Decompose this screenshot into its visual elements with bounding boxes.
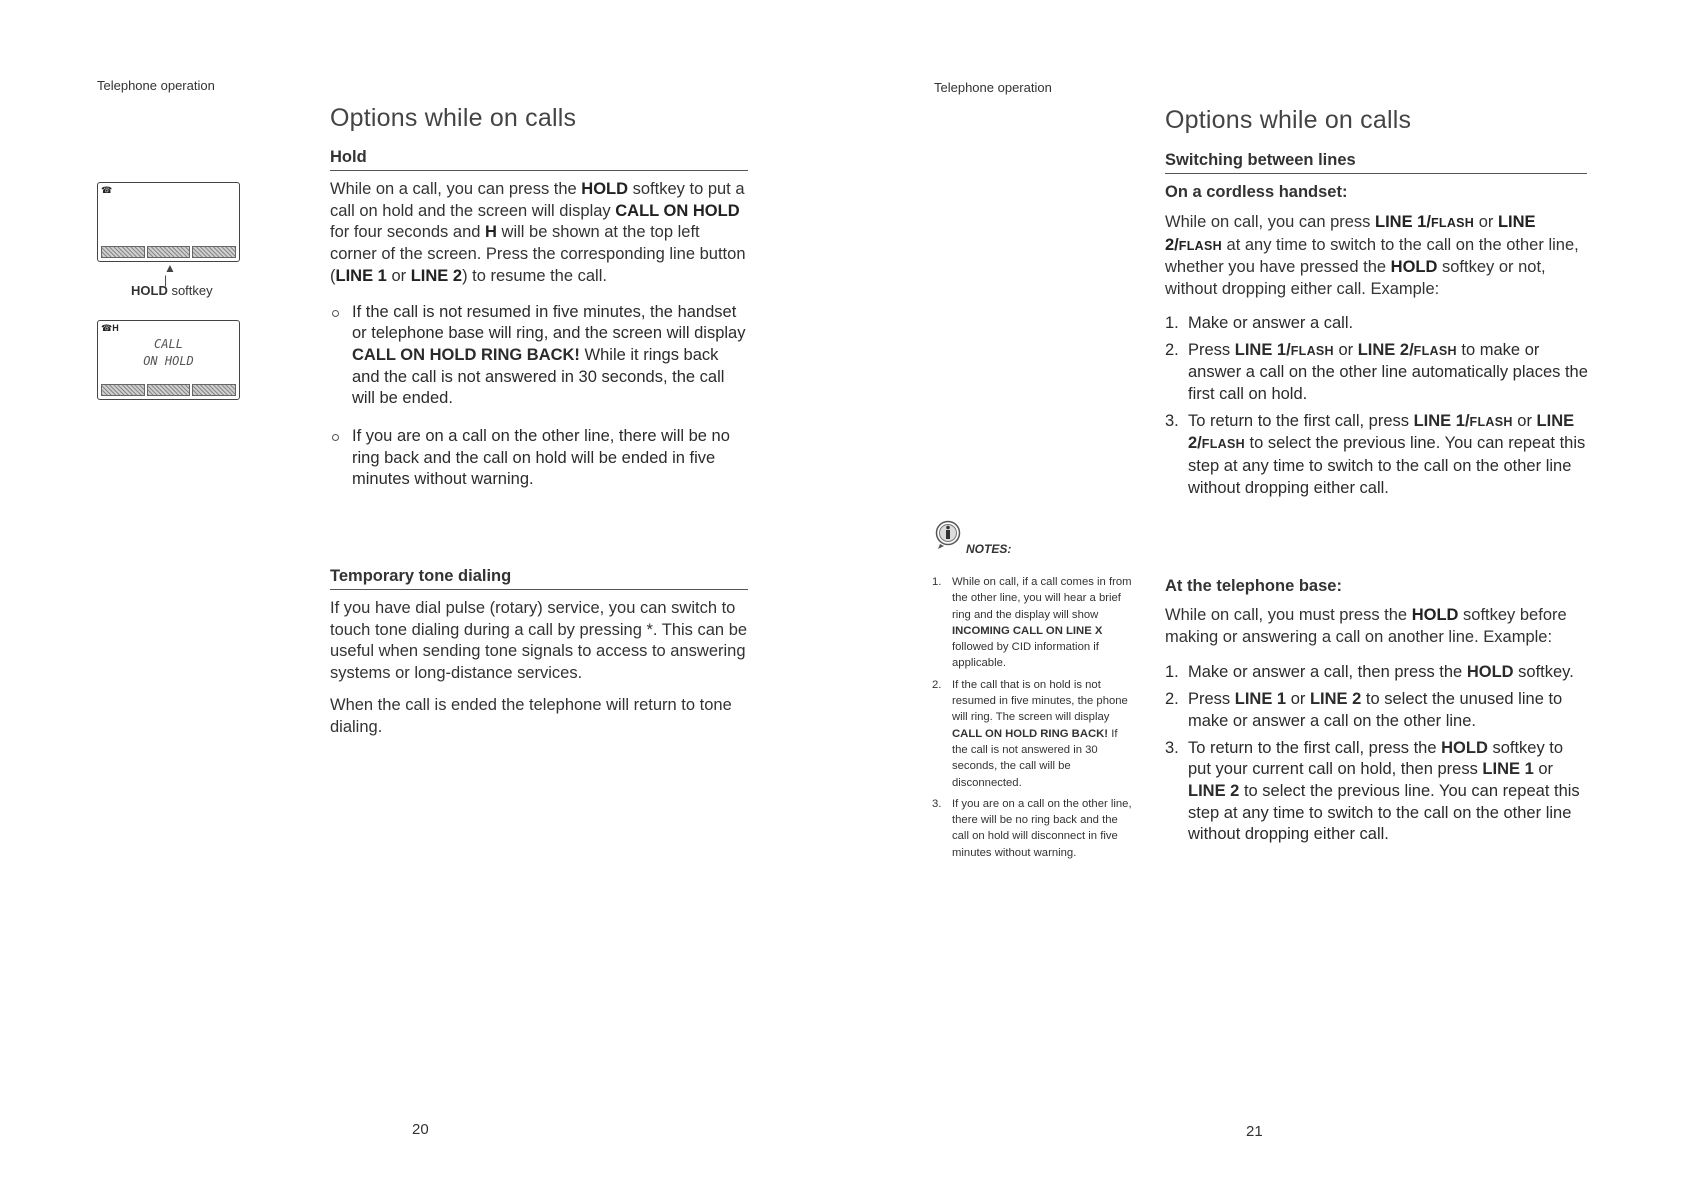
lcd-line-2: ON HOLD [143,354,194,368]
notes-body [932,574,1132,866]
tone-paragraph-1: If you have dial pulse (rotary) service, you can switch to touch tone dialing during a call by pressing *. This can be useful when sending tone signals to access to answering systems or long-distance services. [330,599,748,683]
lcd-screen-1 [97,182,240,262]
notes-label: NOTES: [966,542,1012,556]
hold-bullet-2 [330,426,750,491]
running-head-right: Telephone operation [934,80,1052,95]
switching-heading: Switching between lines [1165,151,1587,174]
base-paragraph: While on call, you must press the HOLD softkey before making or answering a call on another line. Example: [1165,606,1567,646]
hold-softkey-caption [131,283,213,298]
hold-bullet-list [330,302,750,492]
handset-paragraph: While on call, you can press LINE 1/FLASH or LINE 2/FLASH at any time to switch to the call on the other line, whether you have pressed the HOLD softkey or not, without dropping either call. Example: [1165,213,1579,299]
star-key-icon: * [646,620,653,639]
note-2: 2. If the call that is on hold is not resumed in five minutes, the phone will ring. The screen will display CALL ON HOLD RING BACK! If the call is not answered in 30 seconds, the call will be disconnected. [932,678,1128,789]
base-steps [1165,662,1590,846]
note-1: 1. While on call, if a call comes in from the other line, you will hear a brief ring and the display will show INCOMING CALL ON LINE X followed by CID information if applicable. [932,576,1132,670]
page-number-left: 20 [412,1121,429,1138]
handset-step-3: 3. To return to the first call, press LINE 1/FLASH or LINE 2/FLASH to select the previous line. You can repeat this step at any time to switch to the call on the other line without dropping either call. [1165,411,1586,497]
softkey-bar [101,384,236,396]
hold-paragraph: While on a call, you can press the HOLD softkey to put a call on hold and the screen will display CALL ON HOLD for four seconds and H will be shown at the top left corner of the screen. Press the corresponding line button (LINE 1 or LINE 2) to resume the call. [330,180,746,285]
base-heading: At the telephone base: [1165,577,1342,595]
handset-steps [1165,313,1590,500]
hold-bullet-1: If the call is not resumed in five minutes, the handset or telephone base will ring, and the screen will display CALL ON HOLD RING BACK! While it rings back and the call is not answered in 30 seconds, the call will be ended. [330,302,750,411]
bullet-icon [332,434,339,441]
hold-section-body [330,179,750,507]
base-step-1: 1. Make or answer a call, then press the HOLD softkey. [1165,663,1574,682]
handset-heading: On a cordless handset: [1165,183,1348,201]
note-3: 3. If you are on a call on the other line, there will be no ring back and the call on hold will disconnect in five minutes without warning. [932,797,1132,859]
caption-bold: HOLD [131,283,168,298]
page-title-left: Options while on calls [330,104,577,132]
handset-step-1-text: Make or answer a call. [1188,313,1354,332]
tone-heading: Temporary tone dialing [330,567,748,590]
page-title-right: Options while on calls [1165,106,1412,134]
hold-bullet-2-text: If you are on a call on the other line, there will be no ring back and the call on hold will be ended in five minutes without warning. [352,427,730,489]
handset-step-1: 1. Make or answer a call. [1165,313,1354,332]
note-3-text: If you are on a call on the other line, there will be no ring back and the call on hold will disconnect in five minutes without warning. [952,797,1132,859]
handset-section-body [1165,212,1590,504]
notes-list [932,574,1132,861]
arrow-up-icon: ▲ | [164,261,176,287]
page-number-right: 21 [1246,1123,1263,1140]
base-step-2: 2. Press LINE 1 or LINE 2 to select the unused line to make or answer a call on the other line. [1165,690,1563,730]
lcd-line-1: CALL [154,337,183,351]
caption-rest: softkey [167,283,213,298]
running-head-left: Telephone operation [97,78,215,93]
base-section-body [1165,605,1590,851]
softkey-bar [101,246,236,258]
tone-section-body [330,598,750,748]
hold-heading: Hold [330,148,748,171]
base-step-3: 3. To return to the first call, press the HOLD softkey to put your current call on hold, then press LINE 1 or LINE 2 to select the previous line. You can repeat this step at any time to switch to the call on the other line without dropping either call. [1165,738,1580,844]
bullet-icon [332,310,339,317]
phone-icon: ☎ [101,185,113,195]
handset-step-2: 2. Press LINE 1/FLASH or LINE 2/FLASH to make or answer a call on the other line automatically places the first call on hold. [1165,340,1588,403]
tone-paragraph-2: When the call is ended the telephone will return to tone dialing. [330,695,732,736]
phone-hold-icon: ☎H [101,323,119,333]
lcd-screen-2 [97,320,240,400]
notes-info-icon [934,520,962,550]
